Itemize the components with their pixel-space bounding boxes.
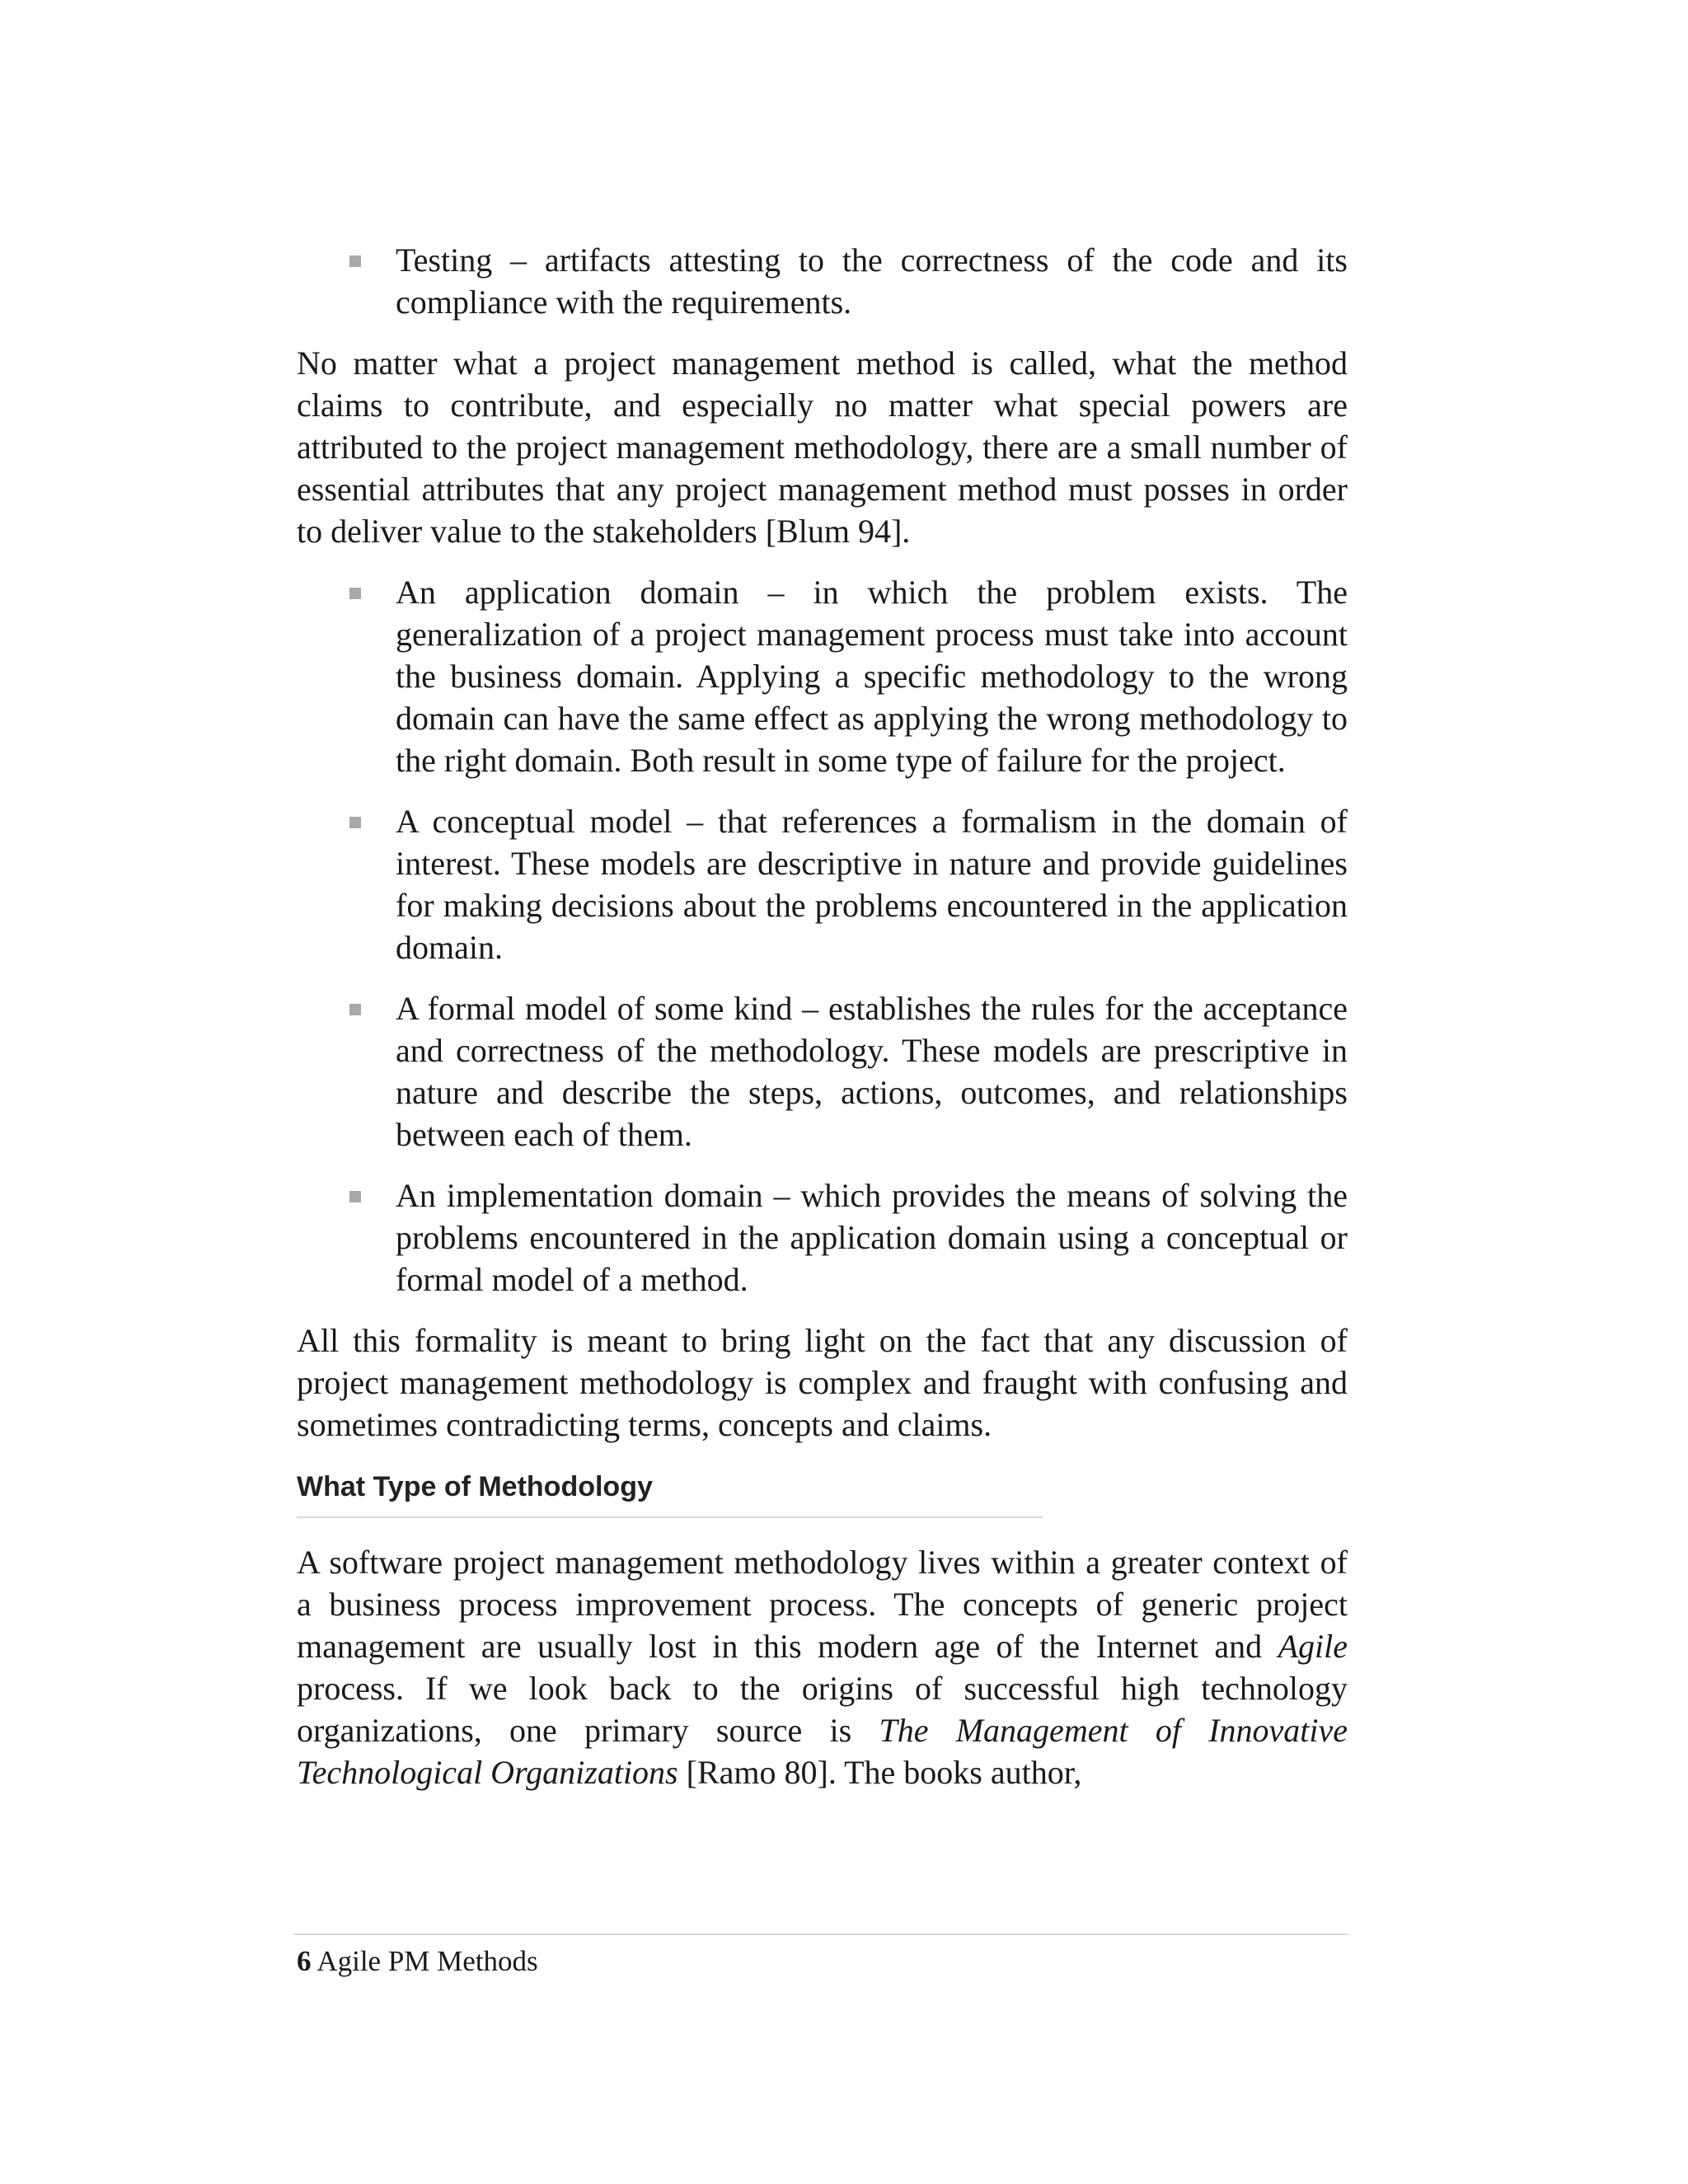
list-item (297, 571, 1348, 781)
list-item (297, 1174, 1348, 1301)
paragraph-methodology-context (297, 1541, 1348, 1793)
page-footer (297, 1943, 538, 1980)
paragraph-text: [Ramo 80]. The books author, (678, 1754, 1082, 1791)
square-bullet-icon (349, 588, 361, 599)
attributes-bullet-list (297, 571, 1348, 1301)
list-item (297, 987, 1348, 1155)
page-content (297, 239, 1348, 1793)
square-bullet-icon (349, 1004, 361, 1015)
list-item (297, 800, 1348, 968)
italic-book-title: The Management of Innovative Technological Organizations (297, 1712, 1348, 1791)
paragraph-text: process. If we look back to the origins of successful high technology organizations, one primary source is (297, 1670, 1348, 1749)
square-bullet-icon (349, 817, 361, 828)
running-title: Agile PM Methods (316, 1945, 538, 1977)
testing-bullet-list (297, 239, 1348, 323)
list-item-text: A formal model of some kind – establishes the rules for the acceptance and correctness of the methodology. These models are prescriptive in nature and describe the steps, actions, outcomes, and relationships between each of them. (396, 990, 1348, 1153)
list-item-text: An implementation domain – which provides the means of solving the problems encountered in the application domain using a conceptual or formal model of a method. (396, 1177, 1348, 1298)
italic-term-agile: Agile (1278, 1628, 1348, 1665)
page-number: 6 (297, 1945, 312, 1977)
section-heading: What Type of Methodology (297, 1471, 653, 1502)
list-item-text: Testing – artifacts attesting to the correctness of the code and its compliance with the requirements. (396, 241, 1348, 321)
paragraph-formality: All this formality is meant to bring light on the fact that any discussion of project management methodology is complex and fraught with confusing and sometimes contradicting terms, concepts and claims. (297, 1322, 1348, 1443)
square-bullet-icon (349, 255, 361, 267)
footer-divider (293, 1933, 1348, 1935)
list-item-text: An application domain – in which the problem exists. The generalization of a project management process must take into account the business domain. Applying a specific methodology to the wrong domain can have the same effect as applying the wrong methodology to the right domain. Both result in some type of failure for the project. (396, 574, 1348, 779)
square-bullet-icon (349, 1191, 361, 1202)
paragraph-text: A software project management methodology lives within a greater context of a business process improvement process. The concepts of generic project management are usually lost in this modern age of the Internet and (297, 1544, 1348, 1665)
list-item-text: A conceptual model – that references a formalism in the domain of interest. These models are descriptive in nature and provide guidelines for making decisions about the problems encountered in the application domain. (396, 803, 1348, 966)
list-item (297, 239, 1348, 323)
paragraph-essential-attributes: No matter what a project management method is called, what the method claims to contribute, and especially no matter what special powers are attributed to the project management methodology, there are a small number of essential attributes that any project management method must posses in order to deliver value to the stakeholders [Blum 94]. (297, 344, 1348, 550)
